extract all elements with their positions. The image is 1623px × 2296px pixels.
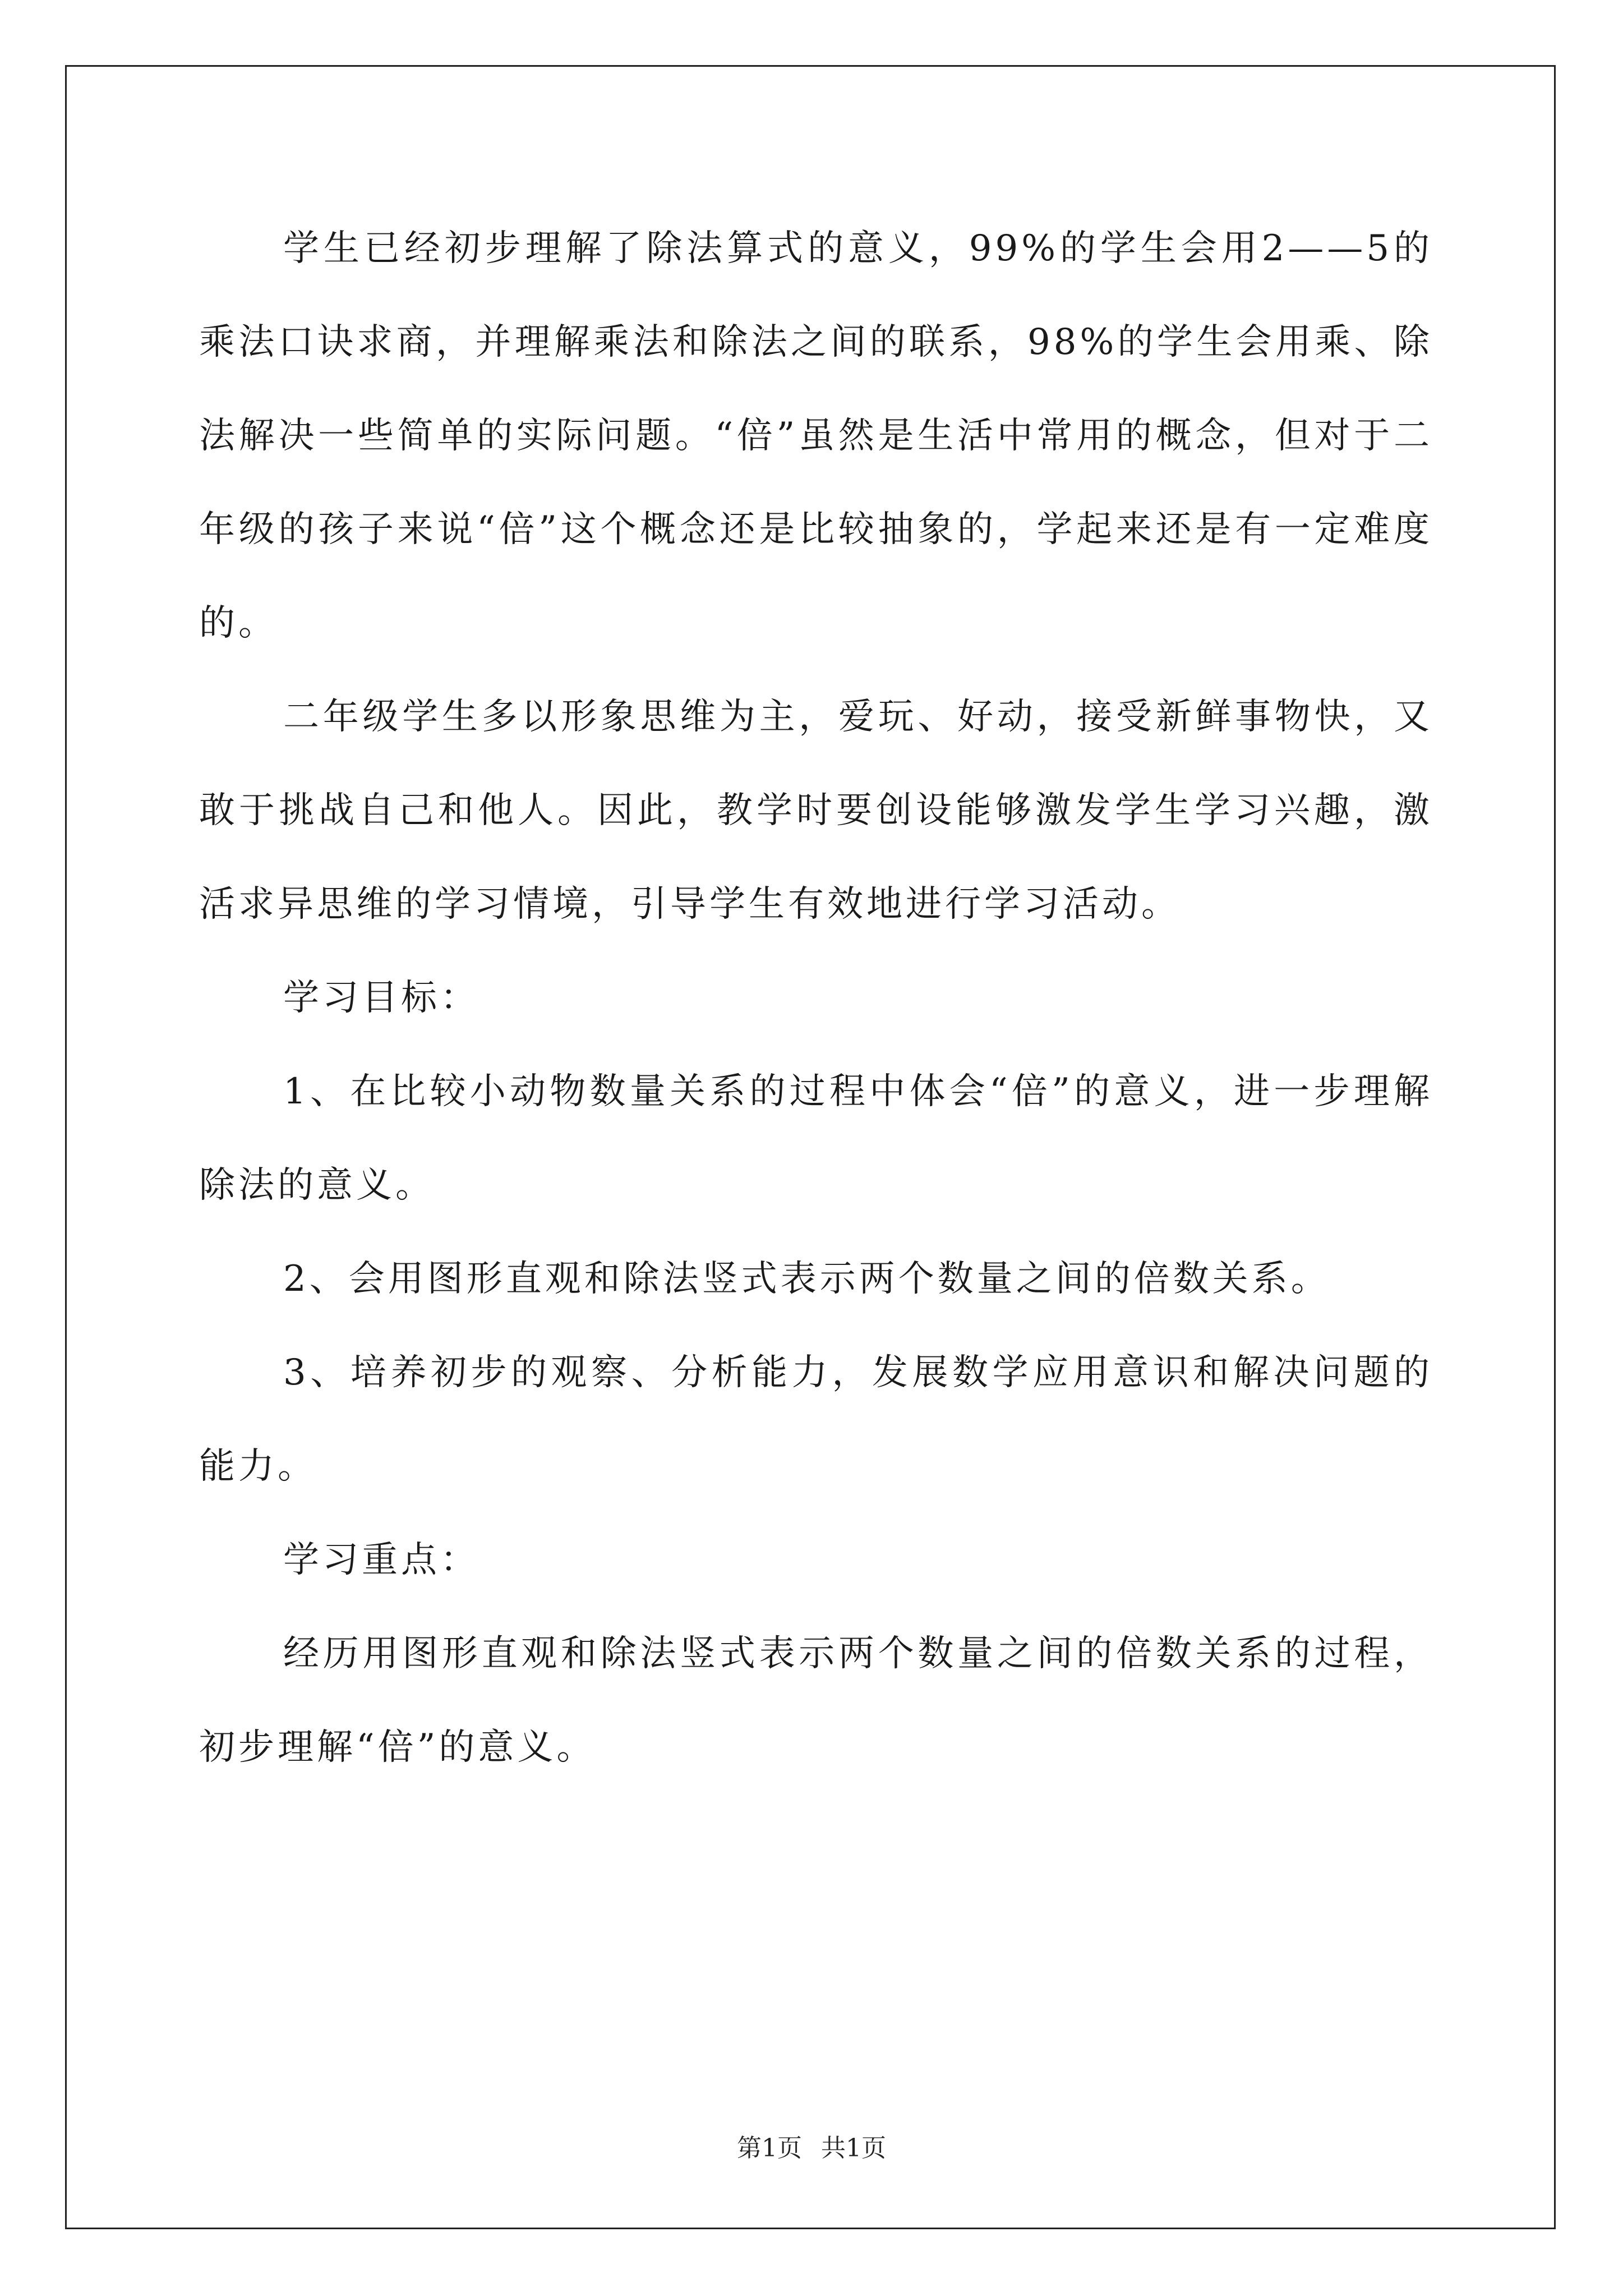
paragraph-learning-focus: 经历用图形直观和除法竖式表示两个数量之间的倍数关系的过程，初步理解“倍”的意义。 (199, 1633, 1433, 1768)
heading-learning-goals: 学习目标： (283, 977, 479, 1019)
page-number: 第1页 (737, 2134, 802, 2162)
heading-learning-focus: 学习重点： (283, 1539, 479, 1581)
page-total: 共1页 (821, 2134, 886, 2162)
goal-item-3: 3、培养初步的观察、分析能力，发展数学应用意识和解决问题的能力。 (199, 1352, 1433, 1487)
goal-item-2: 2、会用图形直观和除法竖式表示两个数量之间的倍数关系。 (283, 1258, 1330, 1300)
paragraph-student-understanding: 学生已经初步理解了除法算式的意义，99%的学生会用2——5的乘法口诀求商，并理解乘法和除法之间的联系，98%的学生会用乘、除法解决一些简单的实际问题。“倍”虽然是生活中常用的概念，但对于二年级的孩子来说“倍”这个概念还是比较抽象的，学起来还是有一定难度的。 (199, 228, 1433, 644)
document-body (199, 202, 1433, 1795)
page-footer (0, 2132, 1623, 2165)
goal-item-1: 1、在比较小动物数量关系的过程中体会“倍”的意义，进一步理解除法的意义。 (199, 1071, 1433, 1206)
paragraph-student-thinking: 二年级学生多以形象思维为主，爱玩、好动，接受新鲜事物快，又敢于挑战自己和他人。因此，教学时要创设能够激发学生学习兴趣，激活求异思维的学习情境，引导学生有效地进行学习活动。 (199, 696, 1433, 925)
